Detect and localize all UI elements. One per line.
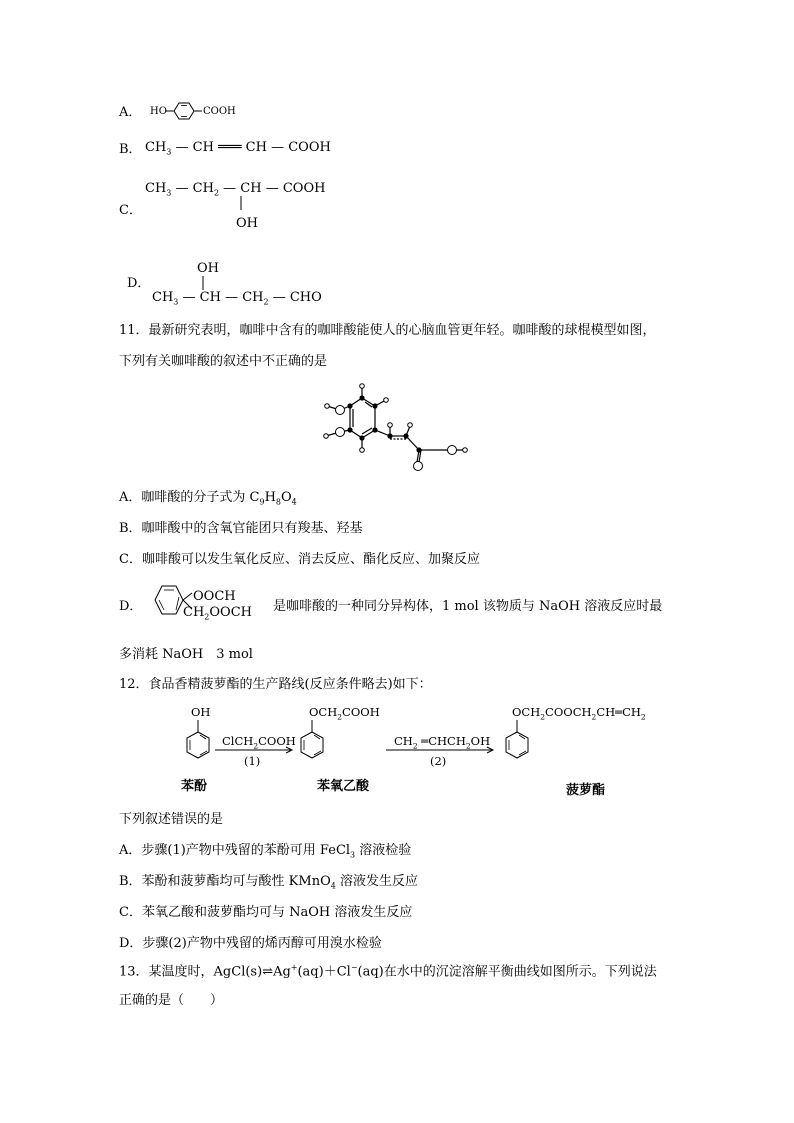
q12-option-a: A．步骤(1)产物中残留的苯酚可用 FeCl$_3$ 溶液检验	[119, 843, 412, 860]
q13-stem-line2: 正确的是（ ）	[119, 993, 224, 1008]
q12-reagent2: $CH_2$ $═CHCH_2OH$	[394, 734, 491, 751]
q12-ester-group: $OCH_2COOCH_2CH═CH_2$	[512, 705, 646, 722]
q11-option-d-label: D．	[119, 599, 143, 614]
q13-stem-line1: 13．某温度时，AgCl(s)⇌Ag+(aq)＋Cl−(aq)在水中的沉淀溶解平衡曲线如图所示。下列说法	[119, 963, 657, 980]
q12-step1: (1)	[244, 754, 261, 768]
q12-acid-group: $OCH_2COOH$	[309, 705, 380, 722]
q12-acid-name: 苯氧乙酸	[317, 779, 370, 794]
q11-option-d-group2: $CH_2OOCH$	[183, 605, 252, 622]
q12-option-c: C．苯氧乙酸和菠萝酯均可与 NaOH 溶液发生反应	[119, 905, 413, 920]
q10-option-c-formula: $CH_3$ — $CH_2$ — CH — COOH	[145, 181, 326, 198]
q12-question: 下列叙述错误的是	[119, 812, 224, 827]
q10-option-c-bond	[240, 196, 244, 212]
q10-option-d-oh: OH	[197, 261, 219, 276]
q12-step2: (2)	[430, 754, 447, 768]
q12-ester-name: 菠萝酯	[566, 783, 606, 798]
q12-option-b: B．苯酚和菠萝酯均可与酸性 KMnO$_4$ 溶液发生反应	[119, 874, 418, 891]
q11-stem-line1: 11．最新研究表明，咖啡中含有的咖啡酸能使人的心脑血管更年轻。咖啡酸的球棍模型如图，	[119, 323, 656, 338]
q10-option-b-formula: $CH_3$ — CH ═══ CH — COOH	[145, 140, 331, 157]
q12-option-d: D．步骤(2)产物中残留的烯丙醇可用溴水检验	[119, 936, 382, 951]
q11-option-d-group1: OOCH	[193, 589, 236, 604]
caffeic-acid-ball-stick-model	[310, 378, 485, 478]
q10-option-c-label: C．	[119, 203, 142, 218]
q10-option-d-formula: $CH_3$ — CH — $CH_2$ — CHO	[152, 290, 322, 307]
q10-option-c-oh: OH	[236, 216, 258, 231]
q11-option-b: B．咖啡酸中的含氧官能团只有羧基、羟基	[119, 521, 363, 536]
q10-option-b-label: B．	[119, 142, 142, 157]
q12-phenol-name: 苯酚	[181, 779, 208, 794]
q10-option-a-cooh: COOH	[203, 106, 236, 117]
q12-reagent1: ClCH$_2$COOH	[222, 734, 296, 751]
q11-option-c: C．咖啡酸可以发生氧化反应、消去反应、酯化反应、加聚反应	[119, 552, 480, 567]
q10-option-a-ho: HO	[150, 106, 167, 117]
q10-option-a-label: A．	[119, 105, 142, 120]
q11-option-a: A．咖啡酸的分子式为 $C_9H_8O_4$	[119, 490, 297, 507]
q12-phenol-oh: OH	[191, 705, 211, 719]
q10-option-d-label: D．	[127, 276, 151, 291]
q11-option-d-text2: 多消耗 NaOH 3 mol	[119, 647, 253, 662]
q11-option-d-text: 是咖啡酸的一种同分异构体，1 mol 该物质与 NaOH 溶液反应时最	[273, 599, 663, 614]
q11-stem-line2: 下列有关咖啡酸的叙述中不正确的是	[119, 354, 328, 369]
q12-stem: 12．食品香精菠萝酯的生产路线(反应条件略去)如下：	[119, 677, 432, 692]
